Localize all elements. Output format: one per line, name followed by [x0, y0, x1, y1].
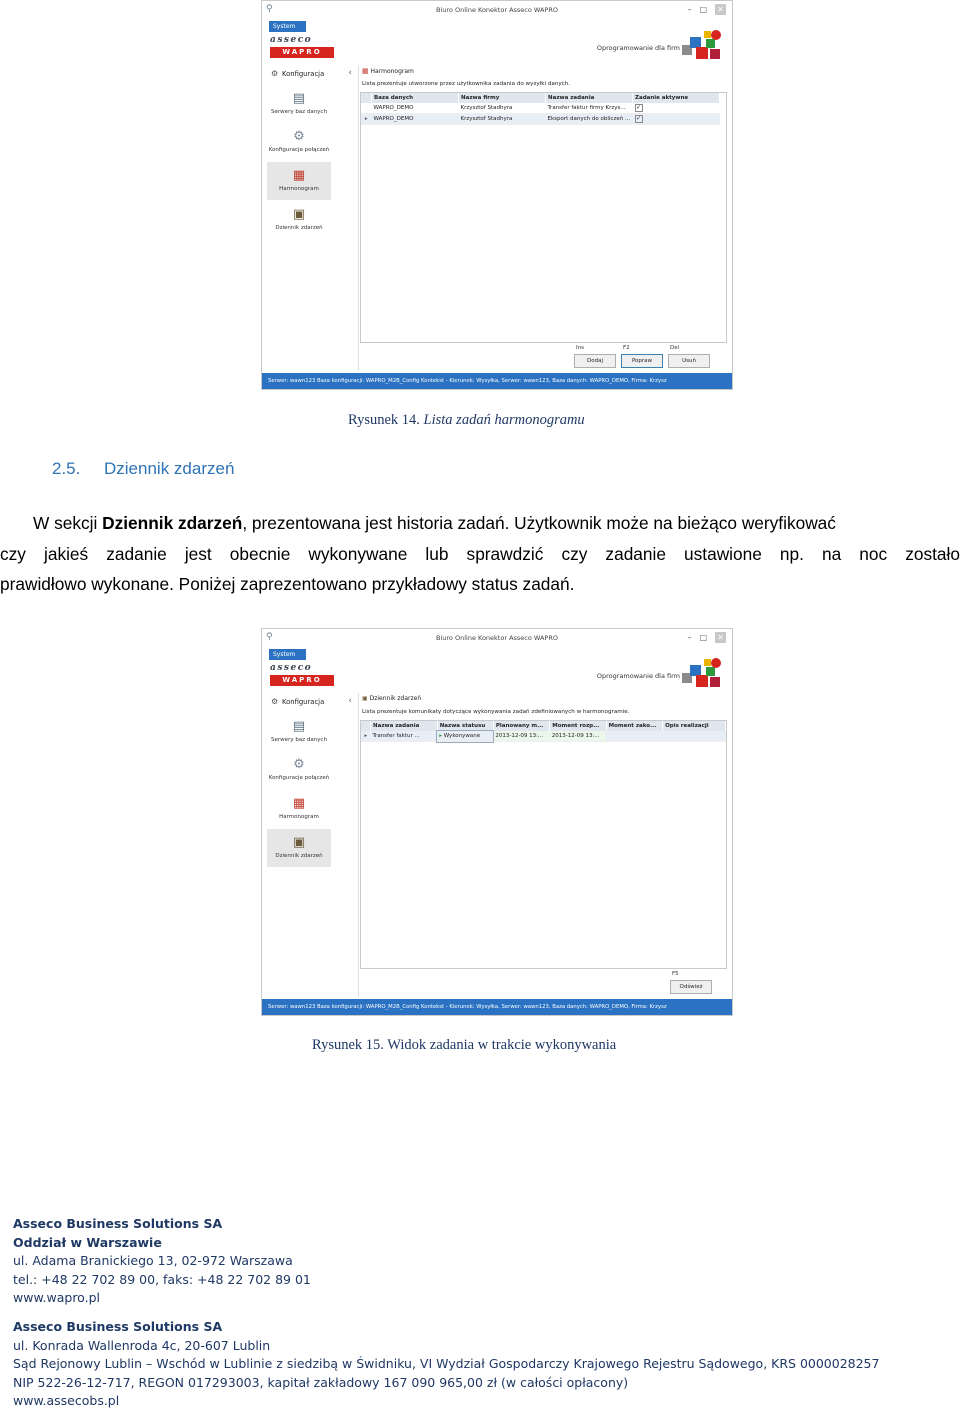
footer-court: Sąd Rejonowy Lublin – Wschód w Lublinie z siedzibą w Świdniku, VI Wydział Gospodarczy Krajowego Rejestru Sądowego, KRS 0000028257 [13, 1356, 880, 1371]
section-title: Dziennik zdarzeń [104, 459, 235, 478]
paragraph-line: czy jakieś zadanie jest obecnie wykonywane lub sprawdzić czy zadanie ustawione np. na noc zostało [0, 543, 960, 564]
status-bar: Serwer: wawn123 Baza konfiguracji: WAPRO_M2B_Config Kontekst - Kierunek: Wysyłka, Serwer: wawn123, Baza danych: WAPRO_DEMO, Firma: Krzysz [262, 373, 732, 389]
window-title: Biuro Online Konektor Asseco WAPRO [436, 6, 558, 14]
sidebar-item-schedule[interactable]: ▦ Harmonogram [267, 162, 331, 200]
window-title: Biuro Online Konektor Asseco WAPRO [436, 634, 558, 642]
window-titlebar [262, 629, 732, 647]
paragraph-line: prawidłowo wykonane. Poniżej zaprezentowano przykładowy status zadań. [0, 574, 575, 594]
edit-button[interactable]: Popraw [621, 354, 663, 368]
active-checkbox[interactable]: ✓ [635, 104, 642, 111]
body-paragraph [0, 508, 960, 600]
footer-company: Asseco Business Solutions SA [13, 1216, 223, 1231]
breadcrumb: ▣ Dziennik zdarzeń [362, 695, 422, 702]
minimize-icon[interactable]: – [687, 5, 700, 14]
col-header[interactable]: Planowany m... [493, 721, 549, 731]
status-running-icon: ▸ [439, 733, 442, 739]
close-icon[interactable]: ✕ [715, 632, 726, 643]
footer-ids: NIP 522-26-12-717, REGON 017293003, kapitał zakładowy 167 090 965,00 zł (w całości opłacony) [13, 1374, 629, 1390]
delete-button[interactable]: Usuń [668, 354, 710, 368]
panel-description: Lista prezentuje utworzone przez użytkownika zadania do wysyłki danych. [362, 81, 571, 87]
sidebar-item-event-log[interactable]: ▣ Dziennik zdarzeń [275, 207, 323, 231]
gear-icon: ⚙ [271, 69, 279, 78]
asseco-wapro-logo: asseco WAPRO [270, 35, 334, 59]
refresh-button[interactable]: Odśwież [670, 980, 712, 994]
col-header[interactable]: Zadanie aktywne [633, 93, 720, 103]
clipboard-icon: ▣ [362, 695, 368, 702]
sidebar-header-label: Konfiguracja [282, 70, 325, 78]
asseco-wapro-logo: asseco WAPRO [270, 663, 334, 687]
window-controls [687, 4, 726, 15]
col-header[interactable]: Moment rozp... [550, 721, 606, 731]
main-panel [360, 65, 727, 371]
sidebar-item-servers[interactable]: ▤ Serwery baz danych [271, 91, 327, 115]
app-icon: ⚲ [266, 632, 273, 642]
connection-config-icon: ⚙ [293, 757, 305, 772]
tagline: Oprogramowanie dla firm [596, 44, 680, 52]
window-titlebar [262, 1, 732, 19]
sidebar-header[interactable] [267, 67, 358, 81]
calendar-icon: ▦ [362, 67, 369, 75]
window-controls [687, 632, 726, 643]
add-button[interactable]: Dodaj [574, 354, 616, 368]
col-header[interactable]: Nazwa firmy [459, 93, 546, 103]
footer-website[interactable]: www.wapro.pl [13, 1290, 100, 1305]
chevron-left-icon[interactable]: ‹ [348, 696, 352, 706]
grid-header [361, 93, 720, 103]
panel-description: Lista prezentuje komunikaty dotyczące wykonywania zadań zdefiniowanych w harmonogramie. [362, 709, 630, 715]
maximize-icon[interactable]: □ [699, 5, 715, 14]
status-bar: Serwer: wawn123 Baza konfiguracji: WAPRO_M2B_Config Kontekst - Kierunek: Wysyłka, Serwer: wawn123, Baza danych: WAPRO_DEMO, Firma: Krzysz [262, 999, 732, 1015]
clipboard-icon: ▣ [292, 207, 306, 222]
active-checkbox[interactable]: ✓ [635, 115, 642, 122]
footer-address: ul. Konrada Wallenroda 4c, 20-607 Lublin [13, 1337, 271, 1353]
figure-caption-15: Rysunek 15. Widok zadania w trakcie wykonywania [312, 1037, 617, 1053]
delete-button-group: Del Usuń [668, 345, 710, 369]
add-button-group: Ins Dodaj [574, 345, 616, 369]
sidebar-item-connections[interactable]: ⚙ Konfiguracje połączeń [268, 129, 330, 153]
maximize-icon[interactable]: □ [699, 633, 715, 642]
database-icon: ▤ [292, 91, 306, 106]
footer-warsaw [13, 1215, 311, 1308]
screenshot-event-log [261, 628, 733, 1016]
system-menu-tab[interactable]: System [269, 649, 306, 660]
button-bar [360, 971, 727, 997]
footer-phone: tel.: +48 22 702 89 00, faks: +48 22 702 89 01 [13, 1271, 311, 1287]
table-row[interactable]: ▸ WAPRO_DEMO Krzysztof Stadhyra Eksport danych do obliczeń ... ✓ [361, 114, 720, 125]
sidebar [267, 693, 359, 997]
row-pointer-icon: ▸ [361, 114, 372, 125]
col-header[interactable]: Nazwa zadania [371, 721, 438, 731]
sidebar-item-servers[interactable]: ▤ Serwery baz danych [271, 719, 327, 743]
sidebar-header-label: Konfiguracja [282, 698, 325, 706]
main-panel [360, 693, 727, 997]
gear-icon: ⚙ [271, 697, 279, 706]
screenshot-harmonogram [261, 0, 733, 390]
section-heading [52, 459, 234, 479]
calendar-icon: ▦ [292, 796, 306, 811]
sidebar [267, 65, 359, 371]
footer-branch: Oddział w Warszawie [13, 1234, 162, 1250]
col-header[interactable]: Opis realizacji [663, 721, 726, 731]
refresh-button-group: F5 Odśwież [670, 971, 712, 995]
footer-company: Asseco Business Solutions SA [13, 1319, 223, 1334]
col-header[interactable]: Baza danych [372, 93, 459, 103]
minimize-icon[interactable]: – [687, 633, 700, 642]
connection-config-icon: ⚙ [293, 129, 305, 144]
col-header[interactable]: Nazwa statusu [437, 721, 493, 731]
col-header[interactable]: Nazwa zadania [546, 93, 633, 103]
calendar-icon: ▦ [292, 168, 306, 183]
breadcrumb: ▦ Harmonogram [362, 67, 414, 75]
cubes-icon [680, 29, 724, 65]
database-icon: ▤ [292, 719, 306, 734]
button-bar [360, 345, 727, 371]
close-icon[interactable]: ✕ [715, 4, 726, 15]
sidebar-item-schedule[interactable]: ▦ Harmonogram [279, 796, 319, 820]
edit-button-group: F2 Popraw [621, 345, 663, 369]
table-row[interactable]: WAPRO_DEMO Krzysztof Stadhyra Transfer faktur firmy Krzys... ✓ [361, 103, 720, 114]
clipboard-icon: ▣ [292, 835, 306, 850]
sidebar-item-event-log[interactable]: ▣ Dziennik zdarzeń [267, 829, 331, 867]
schedule-grid [360, 92, 727, 343]
row-pointer-icon: ▸ [361, 731, 371, 742]
grid-header [361, 721, 726, 731]
footer-website[interactable]: www.assecobs.pl [13, 1393, 120, 1408]
figure-caption-14: Rysunek 14. Lista zadań harmonogramu [348, 412, 585, 428]
footer-address: ul. Adama Branickiego 13, 02-972 Warszawa [13, 1253, 293, 1268]
sidebar-header[interactable] [267, 695, 358, 709]
paragraph-line: W sekcji Dziennik zdarzeń, prezentowana jest historia zadań. Użytkownik może na bieżąco weryfikować [33, 513, 836, 533]
system-menu-tab[interactable]: System [269, 21, 306, 32]
section-number: 2.5. [52, 459, 81, 478]
table-row[interactable]: ▸ Transfer faktur ... ▸ Wykonywane 2013-12-09 13:... 2013-12-09 13:... [361, 731, 726, 742]
app-icon: ⚲ [266, 4, 273, 14]
sidebar-item-connections[interactable]: ⚙ Konfiguracje połączeń [268, 757, 330, 781]
event-log-grid [360, 720, 727, 969]
col-header[interactable]: Moment zako... [606, 721, 662, 731]
chevron-left-icon[interactable]: ‹ [348, 68, 352, 78]
tagline: Oprogramowanie dla firm [596, 672, 680, 680]
footer-lublin [13, 1318, 879, 1411]
cubes-icon [680, 657, 724, 693]
